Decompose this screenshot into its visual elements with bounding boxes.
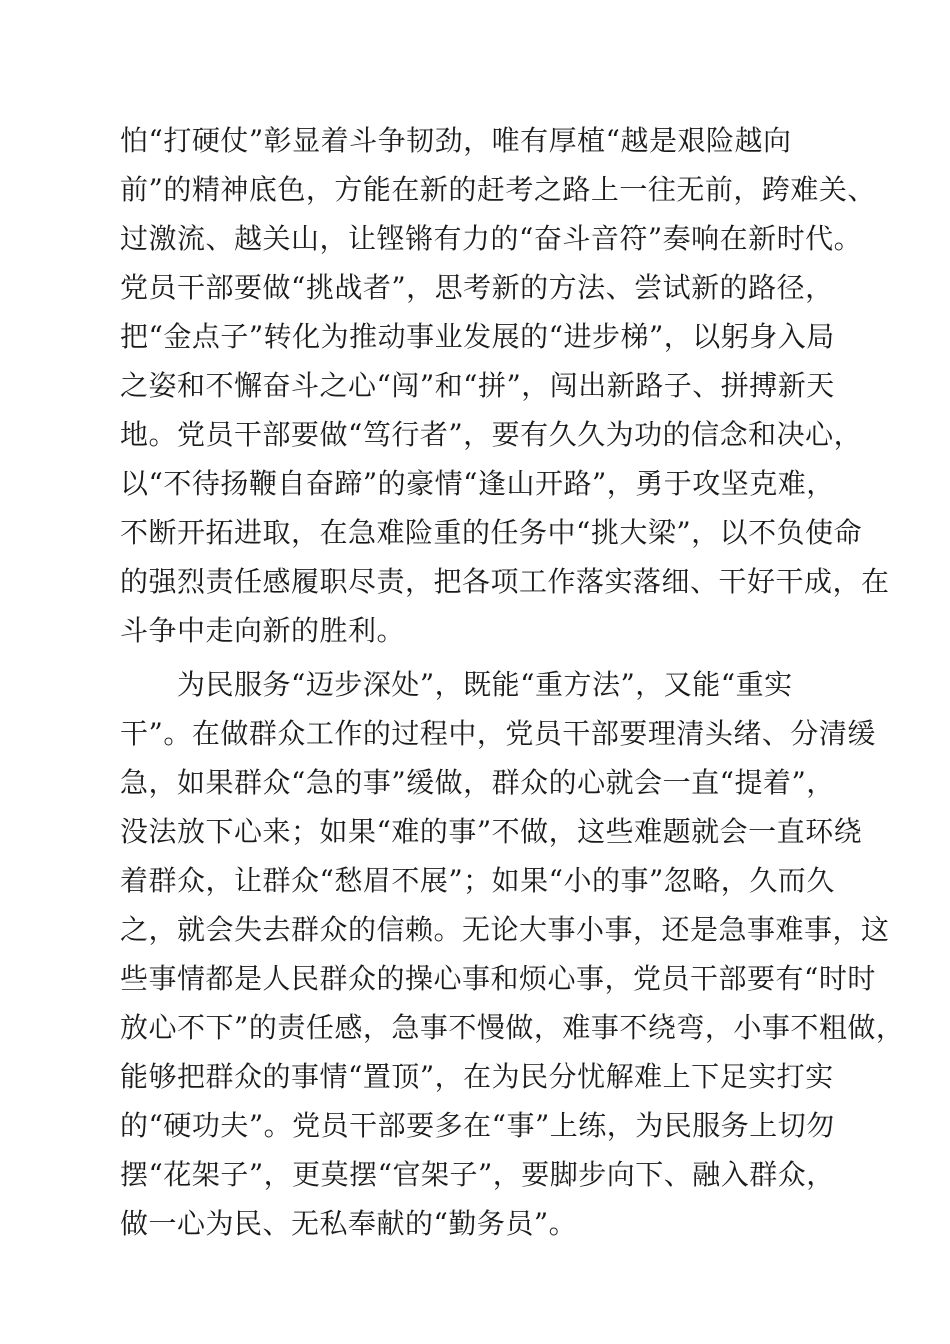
text-line: 前”的精神底色，方能在新的赶考之路上一往无前，跨难关、: [120, 173, 876, 206]
text-line: 以“不待扬鞭自奋蹄”的豪情“逢山开路”，勇于攻坚克难，: [120, 467, 835, 500]
text-line: 斗争中走向新的胜利。: [120, 614, 406, 647]
text-line: 为民服务“迈步深处”，既能“重方法”，又能“重实: [120, 668, 793, 701]
text-line: 的“硬功夫”。党员干部要多在“事”上练，为民服务上切勿: [120, 1109, 835, 1142]
text-line: 把“金点子”转化为推动事业发展的“进步梯”，以躬身入局: [120, 320, 835, 353]
document-body: [120, 116, 905, 1248]
paragraph-1: [120, 116, 890, 655]
text-line: 之，就会失去群众的信赖。无论大事小事，还是急事难事，这: [120, 913, 890, 946]
text-line: 着群众，让群众“愁眉不展”；如果“小的事”忽略，久而久: [120, 864, 835, 897]
text-line: 急，如果群众“急的事”缓做，群众的心就会一直“提着”，: [120, 766, 835, 799]
text-line: 党员干部要做“挑战者”，思考新的方法、尝试新的路径，: [120, 271, 834, 304]
text-line: 些事情都是人民群众的操心事和烦心事，党员干部要有“时时: [120, 962, 876, 995]
text-line: 怕“打硬仗”彰显着斗争韧劲，唯有厚植“越是艰险越向: [120, 124, 792, 157]
text-line: 干”。在做群众工作的过程中，党员干部要理清头绪、分清缓: [120, 717, 876, 750]
paragraph-2: [120, 660, 905, 1248]
text-line: 能够把群众的事情“置顶”，在为民分忧解难上下足实打实: [120, 1060, 834, 1093]
text-line: 做一心为民、无私奉献的“勤务员”。: [120, 1207, 578, 1240]
text-line: 摆“花架子”，更莫摆“官架子”，要脚步向下、融入群众，: [120, 1158, 835, 1191]
text-line: 不断开拓进取，在急难险重的任务中“挑大梁”，以不负使命: [120, 516, 863, 549]
text-line: 放心不下”的责任感，急事不慢做，难事不绕弯，小事不粗做，: [120, 1011, 905, 1044]
text-line: 没法放下心来；如果“难的事”不做，这些难题就会一直环绕: [120, 815, 863, 848]
text-line: 过激流、越关山，让铿锵有力的“奋斗音符”奏响在新时代。: [120, 222, 863, 255]
text-line: 的强烈责任感履职尽责，把各项工作落实落细、干好干成，在: [120, 565, 890, 598]
text-line: 之姿和不懈奋斗之心“闯”和“拼”，闯出新路子、拼搏新天: [120, 369, 835, 402]
text-line: 地。党员干部要做“笃行者”，要有久久为功的信念和决心，: [120, 418, 863, 451]
